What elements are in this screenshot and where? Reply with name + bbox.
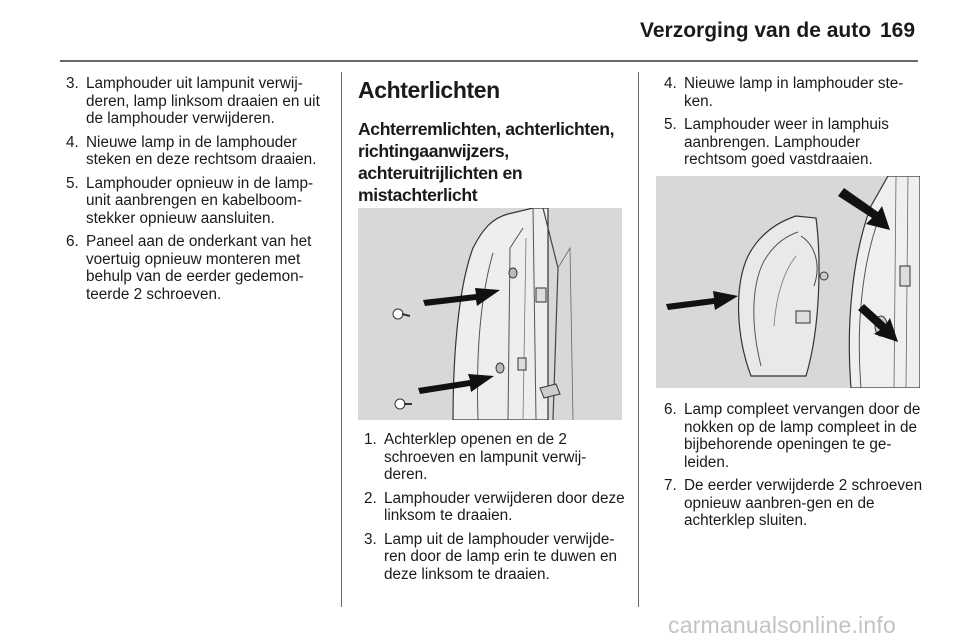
list-item bbox=[66, 175, 332, 228]
figure-lamp-unit bbox=[656, 176, 920, 388]
step-text: Achterklep openen en de 2 schroeven en lampunit verwij-deren. bbox=[384, 431, 587, 483]
step-text: Paneel aan de onderkant van het voertuig opnieuw monteren met behulp van de eerder gedemon-teerde 2 schroeven. bbox=[86, 233, 312, 303]
step-text: Lamphouder opnieuw in de lamp-unit aanbrengen en kabelboom-stekker opnieuw aansluiten. bbox=[86, 174, 314, 227]
step-text: Lamphouder uit lampunit verwij-deren, lamp linksom draaien en uit de lamphouder verwijderen. bbox=[86, 75, 320, 127]
step-number: 4. bbox=[66, 133, 79, 151]
step-text: Lamp uit de lamphouder verwijde-ren door de lamp erin te duwen en deze linksom te draaien. bbox=[384, 530, 618, 583]
step-number: 4. bbox=[664, 75, 677, 92]
middle-step-list bbox=[364, 431, 626, 589]
list-item bbox=[664, 401, 926, 471]
step-text: De eerder verwijderde 2 schroeven opnieuw aanbren-gen en de achterklep sluiten. bbox=[684, 477, 923, 529]
column-divider-right bbox=[638, 72, 639, 607]
step-number: 5. bbox=[66, 174, 79, 192]
list-item bbox=[664, 75, 922, 110]
step-number: 3. bbox=[66, 75, 79, 92]
list-item bbox=[664, 477, 926, 530]
list-item bbox=[364, 490, 626, 525]
step-text: Nieuwe lamp in lamphouder ste-ken. bbox=[684, 75, 904, 110]
watermark: carmanualsonline.info bbox=[668, 612, 896, 638]
step-text: Lamphouder verwijderen door deze linksom te draaien. bbox=[384, 489, 625, 524]
step-text: Lamphouder weer in lamphuis aanbrengen. Lamphouder rechtsom goed vastdraaien. bbox=[684, 116, 889, 168]
section-title: Verzorging van de auto bbox=[640, 19, 872, 42]
step-number: 1. bbox=[364, 431, 377, 448]
step-text: Nieuwe lamp in de lamphouder steken en deze rechtsom draaien. bbox=[86, 133, 317, 168]
step-number: 2. bbox=[364, 489, 377, 507]
step-number: 3. bbox=[364, 530, 377, 548]
page-number: 169 bbox=[880, 19, 916, 42]
right-step-list-bottom bbox=[664, 401, 926, 536]
list-item bbox=[66, 233, 332, 303]
figure-tailgate-screws bbox=[358, 208, 622, 420]
step-number: 6. bbox=[66, 233, 79, 250]
step-text: Lamp compleet vervangen door de nokken op de lamp compleet in de bijbehorende openingen te ge-leiden. bbox=[684, 401, 921, 471]
list-item bbox=[664, 116, 922, 169]
column-divider-left bbox=[341, 72, 342, 607]
left-step-list bbox=[66, 75, 332, 309]
subheading-lights: Achterremlichten, achterlichten, richtingaanwijzers, achteruitrijlichten en mistachterlicht bbox=[358, 119, 615, 205]
list-item bbox=[364, 531, 626, 584]
step-number: 5. bbox=[664, 116, 677, 133]
right-step-list-top bbox=[664, 75, 922, 175]
list-item bbox=[66, 134, 332, 169]
header-rule bbox=[60, 60, 918, 62]
step-number: 6. bbox=[664, 401, 677, 418]
list-item bbox=[364, 431, 626, 484]
step-number: 7. bbox=[664, 477, 677, 494]
page-header bbox=[0, 0, 960, 60]
list-item bbox=[66, 75, 332, 128]
heading-achterlichten: Achterlichten bbox=[358, 77, 500, 103]
